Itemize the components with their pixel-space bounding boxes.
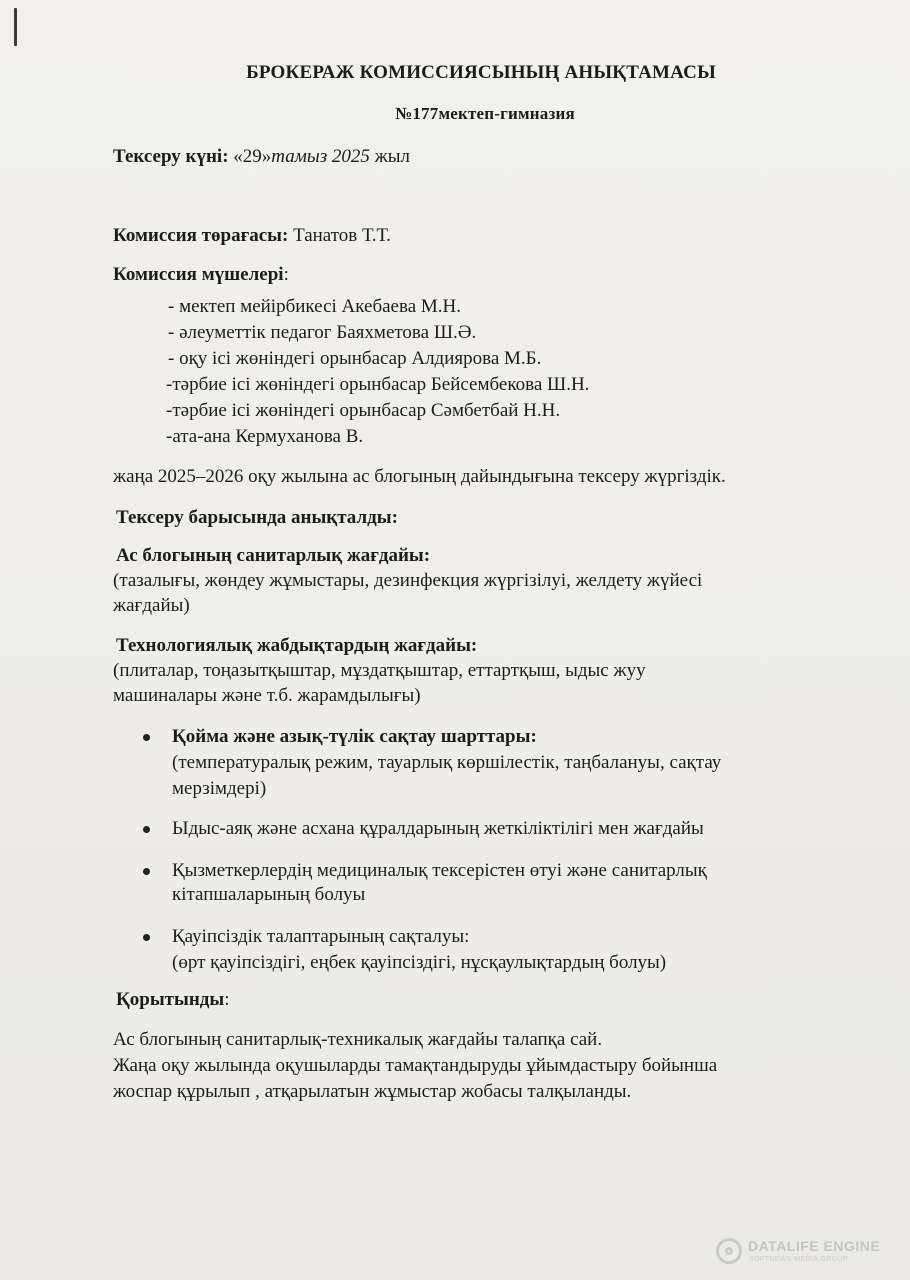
bullet-staff-text: кітапшаларының болуы — [172, 884, 366, 905]
member-item: -тәрбие ісі жөніндегі орынбасар Бейсембекова Ш.Н. — [166, 374, 590, 395]
findings-heading: Тексеру барысында анықталды: — [116, 507, 398, 528]
bullet-icon — [143, 734, 150, 741]
document-subtitle: №177мектеп-гимназия — [395, 104, 575, 123]
members-colon: : — [283, 264, 289, 285]
watermark-name: DATALIFE ENGINE — [748, 1238, 881, 1254]
bullet-dishes-text: Ыдыс-аяқ және асхана құралдарының жеткіліктілігі мен жағдайы — [172, 818, 704, 839]
section-equipment-heading: Технологиялық жабдықтардың жағдайы: — [116, 635, 478, 656]
bullet-icon — [143, 934, 150, 941]
watermark-sub: SOFTNEWS MEDIA GROUP — [749, 1256, 849, 1263]
page-edge-mark — [14, 8, 17, 46]
bullet-storage-text: (температуралық режим, тауарлық көршілестік, таңбалануы, сақтау — [172, 752, 722, 773]
conclusion-text: Жаңа оқу жылында оқушыларды тамақтандыруды ұйымдастыру бойынша — [113, 1055, 718, 1076]
conclusion-label: Қорытынды — [116, 989, 225, 1010]
conclusion-text: жоспар құрылып , атқарылатын жұмыстар жобасы талқыланды. — [113, 1081, 632, 1102]
document-title: БРОКЕРАЖ КОМИССИЯСЫНЫҢ АНЫҚТАМАСЫ — [246, 62, 716, 83]
date-day: «29» — [233, 146, 272, 167]
conclusion-heading — [116, 987, 230, 1013]
chair-name: Танатов Т.Т. — [293, 225, 391, 246]
dle-logo-icon — [716, 1238, 742, 1264]
section-equipment-text: машиналары және т.б. жарамдылығы) — [113, 685, 421, 706]
member-item: -тәрбие ісі жөніндегі орынбасар Сәмбетбай Н.Н. — [166, 400, 561, 421]
bullet-safety-text: Қауіпсіздік талаптарының сақталуы: — [172, 926, 470, 947]
section-sanitary-text: жағдайы) — [113, 595, 190, 616]
bullet-icon — [143, 826, 150, 833]
member-item: -ата-ана Кермуханова В. — [166, 426, 364, 447]
watermark — [716, 1236, 896, 1272]
member-item: - әлеуметтік педагог Баяхметова Ш.Ә. — [168, 322, 477, 343]
inspection-date-line — [113, 144, 410, 170]
member-item: - оқу ісі жөніндегі орынбасар Алдиярова М.Б. — [168, 348, 542, 369]
date-suffix: жыл — [374, 146, 411, 167]
date-month-year: тамыз 2025 — [271, 146, 370, 167]
bullet-storage-heading: Қойма және азық-түлік сақтау шарттары: — [172, 726, 537, 747]
chair-label: Комиссия төрағасы: — [113, 225, 289, 246]
conclusion-text: Ас блогының санитарлық-техникалық жағдайы талапқа сай. — [113, 1029, 603, 1050]
section-sanitary-text: (тазалығы, жөндеу жұмыстары, дезинфекция жүргізілуі, желдету жүйесі — [113, 570, 703, 591]
conclusion-colon: : — [224, 989, 230, 1010]
bullet-storage-text: мерзімдері) — [172, 778, 267, 799]
section-sanitary-heading: Ас блогының санитарлық жағдайы: — [116, 545, 431, 566]
members-heading — [113, 262, 289, 288]
bullet-staff-text: Қызметкерлердің медициналық тексерістен өтуі және санитарлық — [172, 860, 707, 881]
members-label: Комиссия мүшелері — [113, 264, 284, 285]
chair-line — [113, 223, 391, 249]
bullet-safety-text: (өрт қауіпсіздігі, еңбек қауіпсіздігі, нұсқаулықтардың болуы) — [172, 952, 667, 973]
date-label: Тексеру күні: — [113, 146, 229, 167]
intro-text: жаңа 2025–2026 оқу жылына ас блогының дайындығына тексеру жүргіздік. — [113, 466, 726, 487]
member-item: - мектеп мейірбикесі Акебаева М.Н. — [168, 296, 461, 317]
section-equipment-text: (плиталар, тоңазытқыштар, мұздатқыштар, еттартқыш, ыдыс жуу — [113, 660, 646, 681]
bullet-icon — [143, 868, 150, 875]
